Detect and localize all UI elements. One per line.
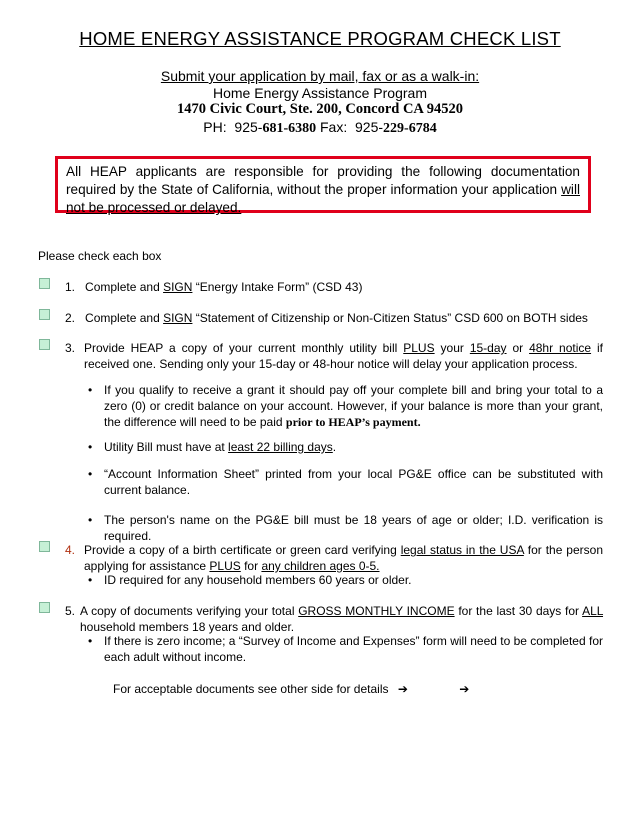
bullet-marker: • (88, 383, 93, 397)
bullet-billing-days: Utility Bill must have at least 22 billing days. (104, 440, 337, 454)
page-title: HOME ENERGY ASSISTANCE PROGRAM CHECK LIST (79, 28, 561, 49)
bullet-grant-payoff: If you qualify to receive a grant it should pay off your complete bill and bring your total to a zero (0) or credit balance on your account. However, if your balance is more than your grant, the difference will need to be paid prior to HEAP’s payment. (104, 383, 603, 429)
bullet-account-sheet: “Account Information Sheet” printed from your local PG&E office can be substituted with current balance. (104, 467, 603, 497)
warning-underlined-text: will not be processed or delayed. (66, 182, 580, 215)
check-instruction: Please check each box (38, 249, 162, 263)
requirements-warning-box (55, 156, 591, 213)
bullet-marker: • (88, 513, 93, 527)
bullet-marker: • (88, 634, 93, 648)
checkbox-item-4[interactable] (39, 541, 50, 552)
program-address: 1470 Civic Court, Ste. 200, Concord CA 94520 (177, 101, 463, 117)
submit-instruction: Submit your application by mail, fax or as a walk-in: (160, 68, 480, 84)
bullet-marker: • (88, 573, 93, 587)
warning-text: All HEAP applicants are responsible for providing the following documentation required by the State of California, without the proper information your application (66, 164, 580, 197)
checklist-item-1: 1. Complete and SIGN “Energy Intake Form” (CSD 43) (65, 280, 363, 294)
bullet-id-required: ID required for any household members 60 years or older. (104, 573, 412, 587)
bullet-marker: • (88, 467, 93, 481)
arrow-right-icon: ➔ (459, 682, 470, 696)
checkbox-item-1[interactable] (39, 278, 50, 289)
checkbox-item-5[interactable] (39, 602, 50, 613)
footer-note: For acceptable documents see other side for details ➔ ➔ (113, 682, 470, 696)
arrow-right-icon: ➔ (397, 682, 408, 696)
checklist-item-4: 4. Provide a copy of a birth certificate or green card verifying legal status in the USA for the person applying for assistance PLUS for any children ages 0-5. (65, 543, 603, 573)
checklist-item-2: 2. Complete and SIGN “Statement of Citizenship or Non-Citizen Status” CSD 600 on BOTH sides (65, 311, 588, 325)
bullet-bill-name: The person's name on the PG&E bill must be 18 years of age or older; I.D. verification is required. (104, 513, 603, 543)
checkbox-item-2[interactable] (39, 309, 50, 320)
checkbox-item-3[interactable] (39, 339, 50, 350)
bullet-zero-income: If there is zero income; a “Survey of Income and Expenses” form will need to be completed for each adult without income. (104, 634, 603, 664)
contact-numbers: PH: 925-681-6380 Fax: 925-229-6784 (203, 119, 437, 136)
program-name: Home Energy Assistance Program (213, 85, 427, 101)
checklist-item-3: 3. Provide HEAP a copy of your current monthly utility bill PLUS your 15-day or 48hr notice if received one. Sending only your 15-day or 48-hour notice will delay your application process. (65, 341, 603, 371)
bullet-marker: • (88, 440, 93, 454)
checklist-item-5: 5. A copy of documents verifying your total GROSS MONTHLY INCOME for the last 30 days for ALL household members 18 years and older. (65, 604, 604, 634)
